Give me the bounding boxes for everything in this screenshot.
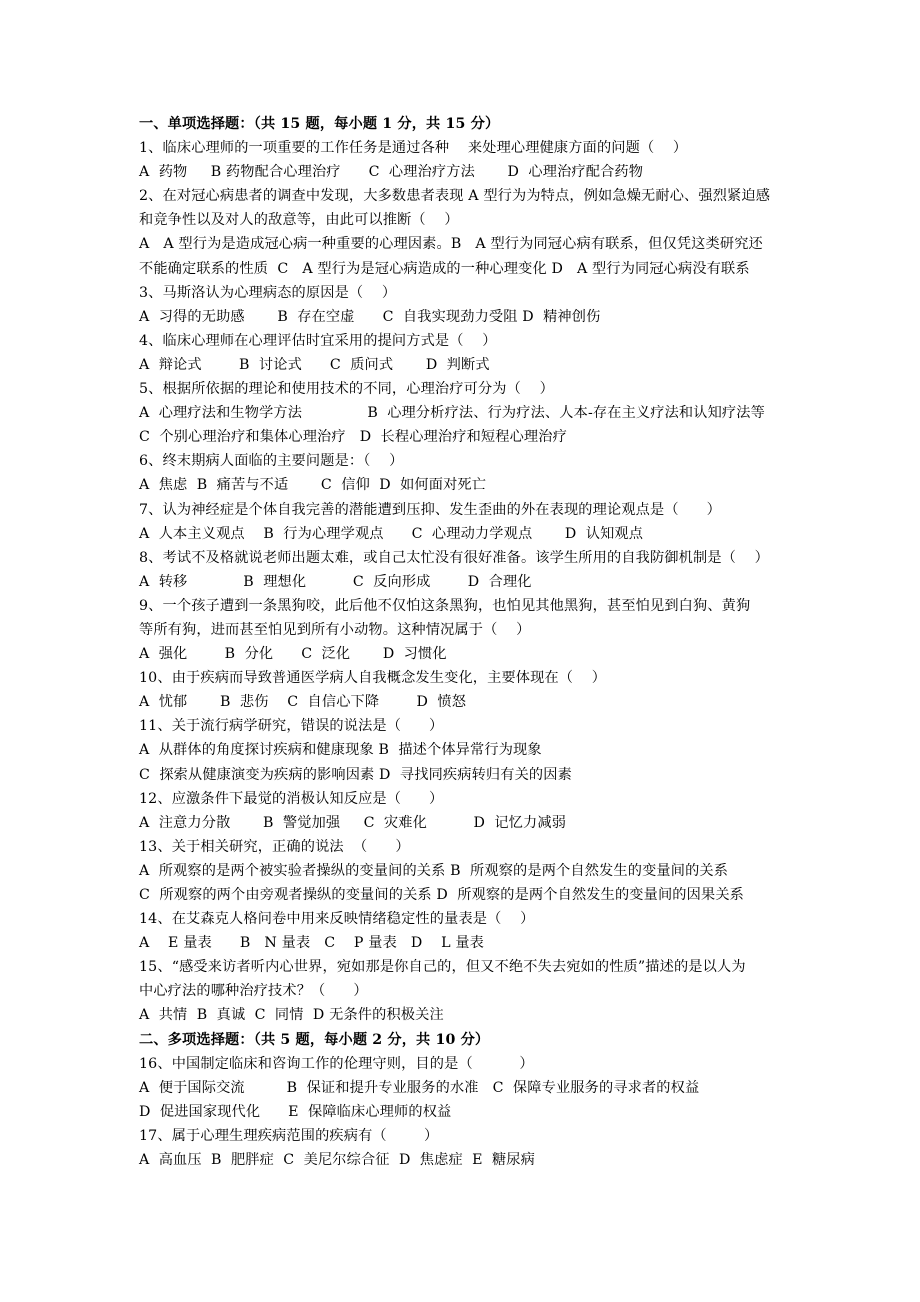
text-line: A 从群体的角度探讨疾病和健康现象 B 描述个体异常行为现象	[139, 742, 542, 759]
text-line: 8、考试不及格就说老师出题太难，或自己太忙没有很好准备。该学生所用的自我防御机制是（ ）	[139, 549, 769, 566]
text-line: A 所观察的是两个被实验者操纵的变量间的关系 B 所观察的是两个自然发生的变量间的关系	[139, 862, 729, 879]
text-line: A E 量表 B N 量表 C P 量表 D L 量表	[139, 935, 484, 952]
text-line: 不能确定联系的性质 C A 型行为是冠心病造成的一种心理变化 D A 型行为同冠心病没有联系	[139, 260, 750, 277]
text-line: A 强化 B 分化 C 泛化 D 习惯化	[139, 646, 447, 663]
text-line: A 人本主义观点 B 行为心理学观点 C 心理动力学观点 D 认知观点	[139, 525, 644, 542]
text-line: 14、在艾森克人格问卷中用来反映情绪稳定性的量表是（ ）	[139, 911, 535, 928]
text-line: A 焦虑 B 痛苦与不适 C 信仰 D 如何面对死亡	[139, 477, 487, 494]
text-line: A A 型行为是造成冠心病一种重要的心理因素。B A 型行为同冠心病有联系，但仅凭这类研究还	[139, 236, 763, 253]
text-line: A 便于国际交流 B 保证和提升专业服务的水准 C 保障专业服务的寻求者的权益	[139, 1079, 700, 1096]
text-line: 1、临床心理师的一项重要的工作任务是通过各种 来处理心理健康方面的问题（ ）	[139, 140, 688, 157]
text-line: A 共情 B 真诚 C 同情 D 无条件的积极关注	[139, 1007, 444, 1024]
text-line: 11、关于流行病学研究，错误的说法是（ ）	[139, 718, 444, 735]
text-line: A 注意力分散 B 警觉加强 C 灾难化 D 记忆力减弱	[139, 814, 567, 831]
text-line: A 高血压 B 肥胖症 C 美尼尔综合征 D 焦虑症 E 糖尿病	[139, 1152, 535, 1169]
text-line: C 所观察的两个由旁观者操纵的变量间的关系 D 所观察的是两个自然发生的变量间的因果关系	[139, 887, 744, 903]
text-line: 和竞争性以及对人的敌意等，由此可以推断（ ）	[139, 212, 459, 229]
text-line: 6、终末期病人面临的主要问题是：（ ）	[139, 453, 404, 470]
text-line: 10、由于疾病而导致普通医学病人自我概念发生变化，主要体现在（ ）	[139, 670, 607, 687]
text-line: 4、临床心理师在心理评估时宜采用的提问方式是（ ）	[139, 332, 497, 349]
text-line: C 个别心理治疗和集体心理治疗 D 长程心理治疗和短程心理治疗	[139, 429, 567, 446]
exam-document	[139, 112, 839, 1172]
text-line: A 药物 B 药物配合心理治疗 C 心理治疗方法 D 心理治疗配合药物	[139, 164, 644, 181]
text-line: A 忧郁 B 悲伤 C 自信心下降 D 愤怒	[139, 694, 467, 711]
text-line: 17、属于心理生理疾病范围的疾病有（ ）	[139, 1127, 439, 1144]
text-line: A 心理疗法和生物学方法 B 心理分析疗法、行为疗法、人本-存在主义疗法和认知疗法等	[139, 405, 765, 422]
section-heading: 二、多项选择题：（共 5 题，每小题 2 分，共 10 分）	[139, 1031, 490, 1048]
text-line: 12、应激条件下最觉的消极认知反应是（ ）	[139, 790, 444, 807]
text-line: 13、关于相关研究，正确的说法 （ ）	[139, 838, 410, 855]
text-line: A 转移 B 理想化 C 反向形成 D 合理化	[139, 573, 532, 590]
text-line: 15、“感受来访者听内心世界，宛如那是你自己的，但又不绝不失去宛如的性质”描述的是以人为	[139, 959, 746, 976]
text-line: 2、在对冠心病患者的调查中发现，大多数患者表现 A 型行为为特点，例如急燥无耐心、强烈紧迫感	[139, 188, 771, 205]
text-line: 7、认为神经症是个体自我完善的潜能遭到压抑、发生歪曲的外在表现的理论观点是（ ）	[139, 501, 721, 518]
section-heading: 一、单项选择题：（共 15 题，每小题 1 分，共 15 分）	[139, 116, 500, 132]
text-line: 3、马斯洛认为心理病态的原因是（ ）	[139, 284, 397, 301]
text-line: 等所有狗，进而甚至怕见到所有小动物。这种情况属于（ ）	[139, 621, 531, 638]
text-line: 中心疗法的哪种治疗技术？（ ）	[139, 983, 368, 1000]
text-line: C 探索从健康演变为疾病的影响因素 D 寻找同疾病转归有关的因素	[139, 766, 572, 783]
text-line: A 习得的无助感 B 存在空虚 C 自我实现劲力受阻 D 精神创伤	[139, 308, 601, 325]
text-line: D 促进国家现代化 E 保障临床心理师的权益	[139, 1103, 452, 1120]
text-line: 9、一个孩子遭到一条黑狗咬，此后他不仅怕这条黑狗，也怕见其他黑狗，甚至怕见到白狗、黄狗	[139, 597, 751, 614]
text-line: 16、中国制定临床和咨询工作的伦理守则，目的是（ ）	[139, 1055, 534, 1072]
text-line: 5、根据所依据的理论和使用技术的不同，心理治疗可分为（ ）	[139, 381, 554, 398]
text-line: A 辩论式 B 讨论式 C 质问式 D 判断式	[139, 356, 490, 373]
